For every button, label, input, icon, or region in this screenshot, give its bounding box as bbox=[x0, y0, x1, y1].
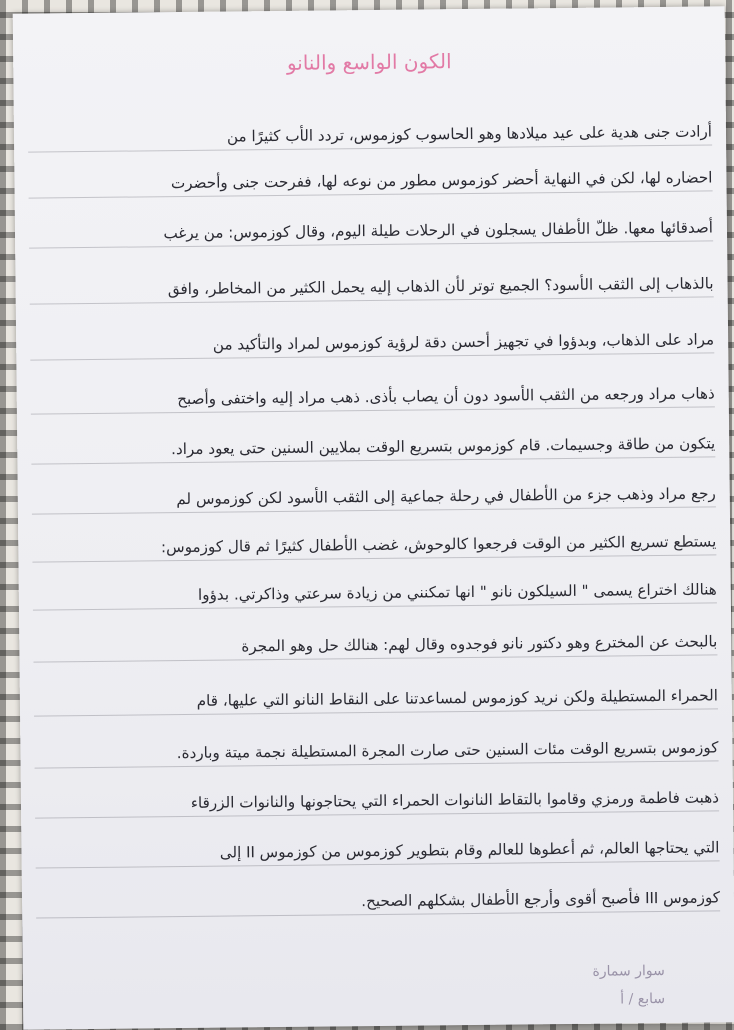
text-line: بالبحث عن المخترع وهو دكتور نانو فوجدوه وقال لهم: هنالك حل وهو المجرة bbox=[33, 632, 717, 662]
text-line: ذهاب مراد ورجعه من الثقب الأسود دون أن يصاب بأذى. ذهب مراد إليه واختفى وأصبح bbox=[31, 384, 715, 414]
text-line: يستطع تسريع الكثير من الوقت فرجعوا كالوحوش، غضب الأطفال كثيرًا ثم قال كوزموس: bbox=[32, 532, 716, 562]
text-line: يتكون من طاقة وجسيمات. قام كوزموس بتسريع الوقت بملايين السنين حتى يعود مراد. bbox=[31, 434, 715, 464]
text-line: كوزموس III فأصبح أقوى وأرجع الأطفال بشكلهم الصحيح. bbox=[36, 888, 720, 918]
signature-block bbox=[592, 957, 665, 1014]
text-line: الحمراء المستطيلة ولكن نريد كوزموس لمساعدتنا على النقاط النانو التي عليها، قام bbox=[34, 686, 718, 716]
text-line: أرادت جنى هدية على عيد ميلادها وهو الحاسوب كوزموس، تردد الأب كثيرًا من bbox=[28, 122, 712, 152]
text-line: هنالك اختراع يسمى " السيلكون نانو " انها تمكنني من زيادة سرعتي وذاكرتي. بدؤوا bbox=[33, 580, 717, 610]
page-title: الكون الواسع والنانو bbox=[286, 49, 452, 75]
student-grade: سابع / أ bbox=[620, 990, 666, 1008]
text-line: احضاره لها، لكن في النهاية أحضر كوزموس مطور من نوعه لها، ففرحت جنى وأحضرت bbox=[28, 168, 712, 198]
text-line: كوزموس بتسريع الوقت مئات السنين حتى صارت المجرة المستطيلة نجمة ميتة وباردة. bbox=[34, 738, 718, 768]
text-line: ذهبت فاطمة ورمزي وقاموا بالتقاط النانوات الحمراء التي يحتاجونها والنانوات الزرقاء bbox=[35, 788, 719, 818]
text-line: بالذهاب إلى الثقب الأسود؟ الجميع توتر لأن الذهاب إليه يحمل الكثير من المخاطر، وافق bbox=[30, 274, 714, 304]
text-line: مراد على الذهاب، وبدؤوا في تجهيز أحسن دقة لرؤية كوزموس لمراد والتأكيد من bbox=[30, 330, 714, 360]
handwritten-page bbox=[13, 6, 734, 1029]
story-text bbox=[13, 6, 734, 1029]
text-line: أصدقائها معها. ظلّ الأطفال يسجلون في الرحلات طيلة اليوم، وقال كوزموس: من يرغب bbox=[29, 218, 713, 248]
text-line: رجع مراد وذهب جزء من الأطفال في رحلة جماعية إلى الثقب الأسود لكن كوزموس لم bbox=[32, 484, 716, 514]
student-name: سوار سمارة bbox=[592, 962, 665, 980]
text-line: التي يحتاجها العالم، ثم أعطوها للعالم وقام بتطوير كوزموس من كوزموس II إلى bbox=[35, 838, 719, 868]
